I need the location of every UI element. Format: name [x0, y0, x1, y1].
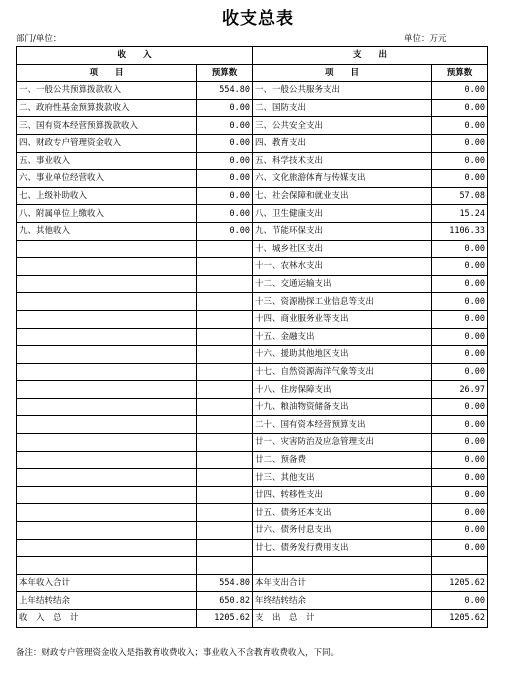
expense-budget-cell: 0.00	[432, 451, 488, 469]
carry-in-label: 上年结转结余	[17, 592, 197, 610]
expense-total-label: 支 出 总 计	[253, 610, 432, 628]
income-budget-cell	[197, 258, 253, 276]
income-item-cell	[17, 275, 197, 293]
expense-item-cell: 七、社会保障和就业支出	[253, 187, 432, 205]
income-budget-cell	[197, 469, 253, 487]
expense-budget-cell: 57.08	[432, 187, 488, 205]
income-budget-cell: 0.00	[197, 205, 253, 223]
table-row	[17, 99, 488, 117]
table-row	[17, 205, 488, 223]
income-budget-cell	[197, 328, 253, 346]
income-item-cell	[17, 310, 197, 328]
expense-budget-cell: 0.00	[432, 346, 488, 364]
income-item-cell: 五、事业收入	[17, 152, 197, 170]
income-year-label: 本年收入合计	[17, 574, 197, 592]
income-item-cell	[17, 469, 197, 487]
table-row	[17, 486, 488, 504]
income-item-cell: 八、附属单位上缴收入	[17, 205, 197, 223]
expense-item-cell: 廿三、其他支出	[253, 469, 432, 487]
expense-budget-cell: 0.00	[432, 486, 488, 504]
income-year-value: 554.80	[197, 574, 253, 592]
grand-total-row	[17, 610, 488, 628]
income-budget-cell: 0.00	[197, 99, 253, 117]
table-row	[17, 275, 488, 293]
expense-item-cell: 十三、资源勘探工业信息等支出	[253, 293, 432, 311]
table-row	[17, 82, 488, 100]
expense-item-cell: 廿四、转移性支出	[253, 486, 432, 504]
expense-budget-cell: 0.00	[432, 539, 488, 557]
expense-item-cell: 五、科学技术支出	[253, 152, 432, 170]
income-budget-cell	[197, 275, 253, 293]
expense-total-value: 1205.62	[432, 610, 488, 628]
income-item-cell	[17, 258, 197, 276]
income-item-cell	[17, 381, 197, 399]
expense-year-value: 1205.62	[432, 574, 488, 592]
income-item-cell	[17, 398, 197, 416]
income-total-value: 1205.62	[197, 610, 253, 628]
income-item-cell	[17, 328, 197, 346]
income-budget-cell	[197, 310, 253, 328]
table-row	[17, 363, 488, 381]
income-budget-cell	[197, 363, 253, 381]
income-budget-cell	[197, 416, 253, 434]
expense-budget-cell: 15.24	[432, 205, 488, 223]
summary-table	[16, 46, 488, 628]
table-row	[17, 152, 488, 170]
expense-item-cell: 十、城乡社区支出	[253, 240, 432, 258]
expense-budget-cell: 0.00	[432, 152, 488, 170]
table-row	[17, 451, 488, 469]
expense-item-cell: 十七、自然资源海洋气象等支出	[253, 363, 432, 381]
expense-budget-cell: 0.00	[432, 117, 488, 135]
income-budget-cell	[197, 539, 253, 557]
expense-budget-cell: 0.00	[432, 134, 488, 152]
expense-item-cell: 十一、农林水支出	[253, 258, 432, 276]
income-budget-cell	[197, 451, 253, 469]
expense-item-cell: 十五、金融支出	[253, 328, 432, 346]
expense-item-cell: 十九、粮油物资储备支出	[253, 398, 432, 416]
income-total-label: 收 入 总 计	[17, 610, 197, 628]
income-item-cell	[17, 486, 197, 504]
expense-item-cell: 十二、交通运输支出	[253, 275, 432, 293]
expense-budget-cell: 0.00	[432, 469, 488, 487]
expense-item-cell: 廿七、债务发行费用支出	[253, 539, 432, 557]
blank-cell	[432, 557, 488, 575]
income-budget-cell	[197, 381, 253, 399]
expense-budget-cell: 0.00	[432, 170, 488, 188]
table-row	[17, 381, 488, 399]
expense-item-cell: 三、公共安全支出	[253, 117, 432, 135]
expense-item-cell: 二十、国有资本经营预算支出	[253, 416, 432, 434]
expense-budget-cell: 0.00	[432, 240, 488, 258]
expense-budget-cell: 0.00	[432, 398, 488, 416]
expense-budget-cell: 26.97	[432, 381, 488, 399]
table-row	[17, 170, 488, 188]
income-budget-cell: 0.00	[197, 152, 253, 170]
expense-item-cell: 二、国防支出	[253, 99, 432, 117]
expense-header: 支 出	[253, 47, 488, 65]
income-item-cell	[17, 363, 197, 381]
year-total-row	[17, 574, 488, 592]
expense-budget-cell: 0.00	[432, 99, 488, 117]
table-row	[17, 258, 488, 276]
unit-label: 单位：万元	[404, 34, 447, 44]
income-budget-cell	[197, 504, 253, 522]
income-budget-cell	[197, 486, 253, 504]
income-item-cell	[17, 539, 197, 557]
income-item-cell	[17, 434, 197, 452]
expense-budget-cell: 0.00	[432, 416, 488, 434]
expense-item-header: 项 目	[253, 64, 432, 82]
expense-item-cell: 廿六、债务付息支出	[253, 522, 432, 540]
expense-budget-cell: 0.00	[432, 310, 488, 328]
income-item-header: 项 目	[17, 64, 197, 82]
expense-item-cell: 四、教育支出	[253, 134, 432, 152]
footnote: 备注：财政专户管理资金收入是指教育收费收入；事业收入不含教育收费收入，下同。	[16, 648, 340, 658]
carry-out-label: 年终结转结余	[253, 592, 432, 610]
table-row	[17, 134, 488, 152]
expense-budget-cell: 0.00	[432, 434, 488, 452]
expense-item-cell: 廿五、债务还本支出	[253, 504, 432, 522]
table-row	[17, 416, 488, 434]
expense-item-cell: 廿一、灾害防治及应急管理支出	[253, 434, 432, 452]
income-budget-cell	[197, 398, 253, 416]
table-row	[17, 522, 488, 540]
table-row	[17, 240, 488, 258]
expense-item-cell: 六、文化旅游体育与传媒支出	[253, 170, 432, 188]
income-item-cell: 一、一般公共预算拨款收入	[17, 82, 197, 100]
carry-in-value: 650.82	[197, 592, 253, 610]
income-budget-cell	[197, 293, 253, 311]
table-row	[17, 293, 488, 311]
income-budget-header: 预算数	[197, 64, 253, 82]
expense-budget-cell: 0.00	[432, 275, 488, 293]
blank-cell	[17, 557, 197, 575]
table-row	[17, 504, 488, 522]
expense-year-label: 本年支出合计	[253, 574, 432, 592]
income-item-cell: 四、财政专户管理资金收入	[17, 134, 197, 152]
income-item-cell	[17, 451, 197, 469]
income-budget-cell	[197, 240, 253, 258]
expense-item-cell: 八、卫生健康支出	[253, 205, 432, 223]
income-item-cell: 六、事业单位经营收入	[17, 170, 197, 188]
section-header-row	[17, 47, 488, 65]
income-header: 收 入	[17, 47, 253, 65]
income-budget-cell: 554.80	[197, 82, 253, 100]
table-body	[17, 47, 488, 628]
table-row	[17, 117, 488, 135]
expense-item-cell: 廿二、预备费	[253, 451, 432, 469]
expense-budget-cell: 1106.33	[432, 222, 488, 240]
income-budget-cell	[197, 434, 253, 452]
expense-budget-cell: 0.00	[432, 82, 488, 100]
table-row	[17, 222, 488, 240]
expense-item-cell: 十八、住房保障支出	[253, 381, 432, 399]
income-item-cell	[17, 504, 197, 522]
page-title: 收支总表	[222, 9, 294, 29]
income-item-cell: 三、国有资本经营预算拨款收入	[17, 117, 197, 135]
expense-item-cell: 十四、商业服务业等支出	[253, 310, 432, 328]
expense-budget-cell: 0.00	[432, 522, 488, 540]
expense-budget-cell: 0.00	[432, 293, 488, 311]
expense-budget-cell: 0.00	[432, 328, 488, 346]
income-budget-cell: 0.00	[197, 134, 253, 152]
expense-item-cell: 九、节能环保支出	[253, 222, 432, 240]
table-row	[17, 187, 488, 205]
carry-over-row	[17, 592, 488, 610]
table-row	[17, 310, 488, 328]
income-budget-cell: 0.00	[197, 117, 253, 135]
expense-budget-cell: 0.00	[432, 504, 488, 522]
expense-budget-header: 预算数	[432, 64, 488, 82]
table-row	[17, 328, 488, 346]
income-item-cell: 九、其他收入	[17, 222, 197, 240]
blank-cell	[253, 557, 432, 575]
table-row	[17, 346, 488, 364]
department-label: 部门/单位：	[16, 34, 62, 44]
income-budget-cell	[197, 346, 253, 364]
table-row	[17, 434, 488, 452]
column-header-row	[17, 64, 488, 82]
carry-out-value: 0.00	[432, 592, 488, 610]
income-item-cell	[17, 416, 197, 434]
income-item-cell: 七、上级补助收入	[17, 187, 197, 205]
table-row	[17, 469, 488, 487]
income-item-cell	[17, 240, 197, 258]
income-budget-cell: 0.00	[197, 170, 253, 188]
income-budget-cell	[197, 522, 253, 540]
income-budget-cell: 0.00	[197, 222, 253, 240]
expense-item-cell: 十六、援助其他地区支出	[253, 346, 432, 364]
blank-row	[17, 557, 488, 575]
table-row	[17, 398, 488, 416]
income-budget-cell: 0.00	[197, 187, 253, 205]
income-item-cell	[17, 522, 197, 540]
expense-budget-cell: 0.00	[432, 258, 488, 276]
table-row	[17, 539, 488, 557]
expense-budget-cell: 0.00	[432, 363, 488, 381]
income-item-cell	[17, 293, 197, 311]
blank-cell	[197, 557, 253, 575]
income-item-cell	[17, 346, 197, 364]
income-item-cell: 二、政府性基金预算拨款收入	[17, 99, 197, 117]
expense-item-cell: 一、一般公共服务支出	[253, 82, 432, 100]
